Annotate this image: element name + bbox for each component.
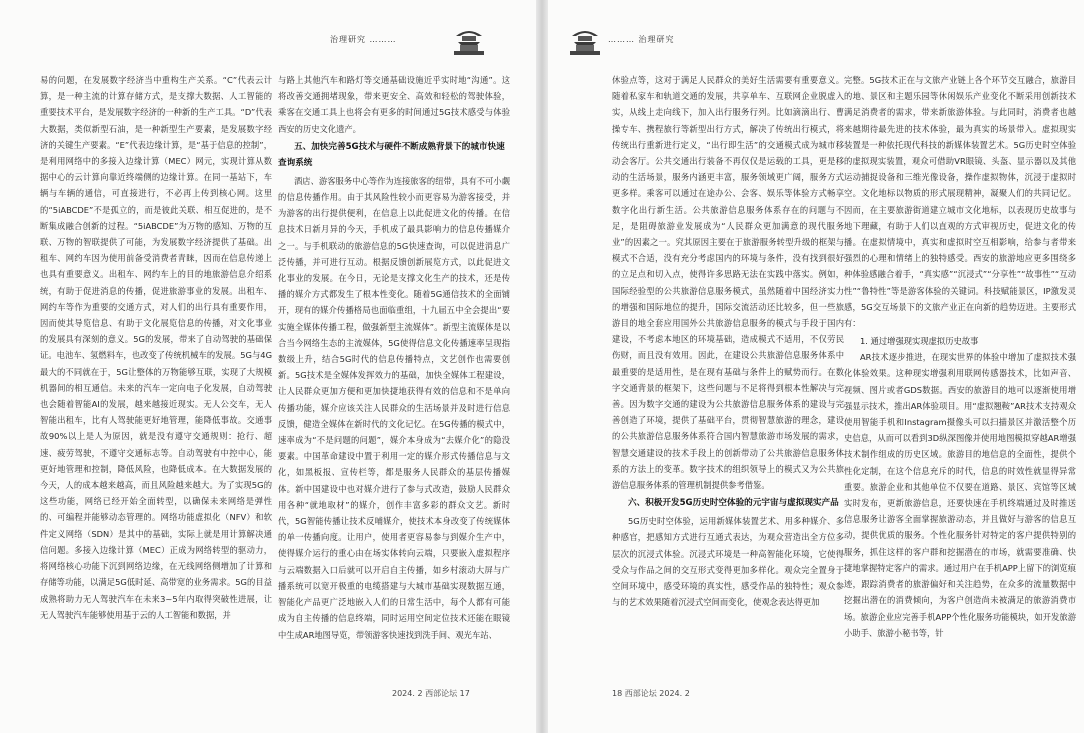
subsection-heading: 1. 通过增强现实现虚拟历史故事 bbox=[860, 336, 979, 347]
book-gutter bbox=[536, 0, 548, 733]
paragraph: AR技术逐步推进，在现实世界的体验中增加了虚拟技术强化体验效果。这种现实增强利用联网传感器技术，比如声音、视频、图片或者GDS数据。西安的旅游目的地可以逐渐使用增强显示技术，推出AR体验项目。用“虚拟翘鞍”AR技术支持观众使用智能手机和Instagram摄像头可以扫描景区并激活整个历史信息，从而可以看到3D纵深图像并使用地图模拟穿越AR增强技术制作组成的历史区域。旅游目的地信息的全面性，提供个性化定制，在这个信息充斥的时代，信息的时效性就显得异常重要。旅游企业和其他单位不仅要在道路、景区、宾馆等区域实时发布，更新旅游信息，还要快速在手机终端通过及时推送信息服务让游客全面掌握旅游动态，并且做好与游客的信息互动，提供优质的服务。个性化服务针对特定的客户提供特别的服务，抓住这样的客户群和挖掘潜在的市场，就需要准确、快捷地掌握特定客户的需求。通过用户在手机APP上留下的浏览痕迹，跟踪消费者的旅游偏好和关注趋势，在众多的流量数据中挖掘出潜在的消费倾向，为客户创造尚未被满足的旅游消费市场。旅游企业应完善手机APP个性化服务功能模块，如开发旅游小助手、旅游小秘书等，针 bbox=[844, 352, 1076, 638]
pagoda-city-icon bbox=[568, 22, 602, 58]
text-column-right-1 bbox=[612, 72, 844, 672]
section-heading: 五、加快完善5G技术与硬件不断成熟背景下的城市快速查询系统 bbox=[278, 141, 505, 168]
page-header bbox=[330, 22, 490, 62]
paragraph: 易的问题，在发展数字经济当中重构生产关系。“C”代表云计算，是一种主流的计算存储方式，是支撑大数据、人工智能的重要技术平台，是发展数字经济的一种新的生产工具。“D”代表大数据，类似新型石油，是一种新型生产要素，是发展数字经济的关键生产要素。“E”代表边缘计算，是“基于信息的控制”，是利用网络中的多接入边缘计算（MEC）网元，实现计算从数据中心的云计算向靠近终端侧的边缘计算。在同一基站下，车辆与车辆的通信，可直接进行，不必再上传到核心网。这里的“5iABCDE”不是孤立的，而是彼此关联、相互促进的，是不断集成融合创新的过程。“5iABCDE”为万物的感知、万物的互联、万物的智联提供了可能，为发展数字经济提供了基础。出租车、网约车因为使用前备受消费者青睐，因而在信息传递上也具有重要意义。出租车、网约车上的目的地旅游信息介绍系统，有助于促进消息的传播，促进旅游事业的发展。出租车、网约车等作为重要的交通方式，对人们的出行具有重要作用，因而使其导览信息、有助于文化展览信息的传播，对文化事业的发展具有深刻的意义。5G的发展，带来了自动驾驶的基础保证。电池车、氢燃料车，也改变了传统机械车的发展。5G与4G最大的不同就在于，5G让整体的万物能够互联，实现了大规模机器间的相互通信。未来的汽车一定向电子化发展，自动驾驶也会随着智能AI的发展，越来越接近现实。无人公交车，无人智能出租车，比有人驾驶能更好地管理，能降低事故。交通事故90%以上是人为原因，就是没有遵守交通规则：抢行、超速、疲劳驾驶，不遵守交通标志等。自动驾驶有中控中心，能更好地管理和控制，降低风险，也降低成本。在大数据发展的今天，人的成本越来越高，而且风险越来越大。为了实现5G的这些功能，网络已经开始全面转型，以确保未来网络是弹性的、可编程并能够动态管理的。网络功能虚拟化（NFV）和软件定义网络（SDN）是其中的基础，实际上就是用计算解决通信问题。多接入边缘计算（MEC）正成为网络转型的驱动力，将网络核心功能下沉到网络边缘，在无线网络侧增加了计算和存储等功能，以满足5G低时延、高带宽的业务需求。5G的目益成熟将助力无人驾驶汽车在未来3~5年内取得突破性进展，让无人驾驶汽车能够使用基于云的人工智能和数据，并 bbox=[40, 75, 272, 620]
text-column-right-2 bbox=[844, 72, 1076, 672]
text-column-left-2 bbox=[278, 72, 510, 672]
left-page bbox=[0, 0, 536, 733]
section-heading: 六、积极开发5G历史时空体验的元宇宙与虚拟现实产品 bbox=[628, 498, 839, 509]
text-column-left-1 bbox=[40, 72, 272, 672]
right-page bbox=[548, 0, 1084, 733]
paragraph: 与路上其他汽车和路灯等交通基础设施近乎实时地“沟通”。这将改善交通拥堵现象，带来更安全、高效和轻松的驾驶体验，乘客在交通工具上也将会有更多的时间通过5G技术感受与体验西安的历史文化遗产。 bbox=[278, 75, 510, 134]
header-section-title: ……… 治理研究 bbox=[608, 35, 675, 44]
paragraph: 完整。5G技术正在与文旅产业链上各个环节交互融合，旅游目的地、景区和主题乐园等休闲娱乐产业变化不断采用创新技术满足消费者的需求，带来新旅游体验。与此同时，消费者也越来越期待最先进的技术体验，最为真实的场景带入。虚拟现实装置是一种依托现代科技的新媒体装置艺术。5G历史时空体验的虚拟现实装置，观众可借助VR眼镜、头盔、显示器以及其他运动捕捉设备和三维光像设备，操作虚拟物体，沉浸于虚拟时空。文化地标以物质的形式展现精神，凝聚人们的共同记忆。因而，在主要旅游街道建立城市文化地标，以表现历史故事与地下理藏，有助于人们以直观的方式审视历史，促进文化的传播。在虚拟情境中，真实和虚拟时空互相影响，给参与者带来强烈的心理和情绪上的独特感受。西安的旅游地应更多围绕多种体验感融合着手，“真实感”“沉浸式”“分享性”“故事性”“互动性”“鲁特性”等是游客体验的关键词。科技赋能景区，IP激发灵感，5G交互场景下的文旅产业正在向新的趋势迈进。主要形式有： bbox=[844, 75, 1076, 329]
header-section-title: 治理研究 ……… bbox=[330, 35, 397, 44]
page-header bbox=[608, 22, 778, 62]
page-footer: 18 西部论坛 2024. 2 bbox=[612, 689, 690, 698]
pagoda-city-icon bbox=[452, 22, 486, 58]
page-footer: 2024. 2 西部论坛 17 bbox=[392, 689, 470, 698]
paragraph: 5G历史时空体验，运用新媒体装置艺术、用多种媒介、多种感官，把感知方式进行互通式表达，为观众营造出全方位多层次的沉浸式体验。沉浸式环境是一种高智能化环境，它使得受众与作品之间的交互形式变得更加多样化。观众完全置身于空间环境中，感受环境的真实性，感受作品的独特性；观众参与的艺术效果随着沉浸式空间而变化，使观念表达得更加 bbox=[612, 516, 844, 608]
paragraph: 休验点等，这对于满足人民群众的美好生活需要有重要意义。随着私家车和轨道交通的发展，共享单车、互联网企业脱虚入实，从线上走向线下，加入出行服务行列。比如滴滴出行、曹操专车、携程旅行等新型出行方式，解决了传统出行模式，将传统出行重新进行定义，“出行即生活”的交通模式成为城市移动会客厅。公共交通出行装备不再仅仅是运载的工具，更是移动的生活场景，服务内涵更丰富，服务领域更广阔，服务方式更多样。乘客可以通过在途办公、会客、娱乐等体验方式畅享数字化出行新生活。公共旅游信息服务体系存在的问题与不足，是阻碍旅游业发展成为“人民群众更加满意的现代服务业”的因素之一。究其原因主要在于旅游服务转型升级的框架与模式不合适，没有充分考虑国内的环境与条件，没有找到很好的立足点和切入点，使得许多思路无法在实践中落实。例如，国际经验型的公共旅游信息服务模式，虽然随着中国经济实力的增强和国际地位的提升，国际交流活动还比较多，但一些旅游目的地全套应用国外公共旅游信息服务的模式与手段于国内建设，不考虑本地区的环境基础，造成模式不适用，不仅劳民伤财，而且没有效用。因此，在建设公共旅游信息服务体系中最重要的是适用性，是在现有基础与条件上的赋势而行。在数字交通背景的框架下，这些问题与不足将得到根本性解决与完善。因为数字交通的建设为公共旅游信息服务体系的建设与完善创造了环境，提供了基础平台，贯彻智慧旅游的理念，建设的公共旅游信息服务体系符合国内智慧旅游市场发展的需求，智慧交通建设的技术手段上的创新带动了公共旅游信息服务体系的方法上的变革。数字技术的组织领导上的模式又为公共旅游信息服务体系的管理机制提供参考借鉴。 bbox=[612, 75, 844, 491]
paragraph: 酒店、游客服务中心等作为连接旅客的纽带，具有不可小觑的信息传播作用。由于其风险性较小而更容易为游客接受，并为游客的出行提供便利，在信息上以此促进文化的传播。在信息技术日新月异的今天，手机成了最具影响力的信息传播媒介之一。与手机联动的旅游信息的5G快速查询，可以促进消息广泛传播，并可进行互动。根据反馈创新展览方式，以此促进文化事业的发展。在今日，无论是支撑文化生产的技术，还是传播的媒介方式都发生了根本性变化。随着5G通信技术的全面铺开，现有的媒介传播格局也面临重组，十九届五中全会提出“要实施全媒体传播工程，做强新型主流媒体”。新型主流媒体是以合当今网络生态的主流媒体，5G使得信息文化传播速率呈现指数级上升，结合5G时代的信息传播特点，文艺创作也需要创新。5G技术是全媒体发挥效力的基础，加快全媒体工程建设，让人民群众更加方便和更加快捷地获得有效的信息和不是单向传播功能，媒介应该关注人民群众的生活场景并及时进行信息反馈，健造全媒体在新时代的文化记忆。在5G传播的模式中，速率成为“不是问题的问题”，媒介本身成为“去媒介化”的隐没要素。中国革命建设中置于利用一定的媒介形式传播信息与文化，如黑板报、宣传栏等，都是服务人民群众的基层传播媒体。新中国建设中也对媒介进行了参与式改造，鼓励人民群众用各种“就地取材”的媒介，创作丰富多彩的群众文艺。新时代，5G智能传播让技术反哺媒介，使技术本身改变了传统媒体的单一传播向度。让用户，使用者更容易参与到媒介生产中，使得媒介运行的重心由在场实体转向云端，只要嵌入虚拟程序与云端数据入口后就可以开启自主传播，如乡村滚动大屏与广播系统可以宽开极重的电缆搭建与大城市基础实现数据互通，智能化产品更广泛地嵌入人们的日常生活中，每个人都有可能成为自主传播的信息终端，同时运用空间定位技术还能在眼镜中生成AR地图导览，带领游客快速找到洗手间、观光车站、 bbox=[278, 175, 510, 640]
